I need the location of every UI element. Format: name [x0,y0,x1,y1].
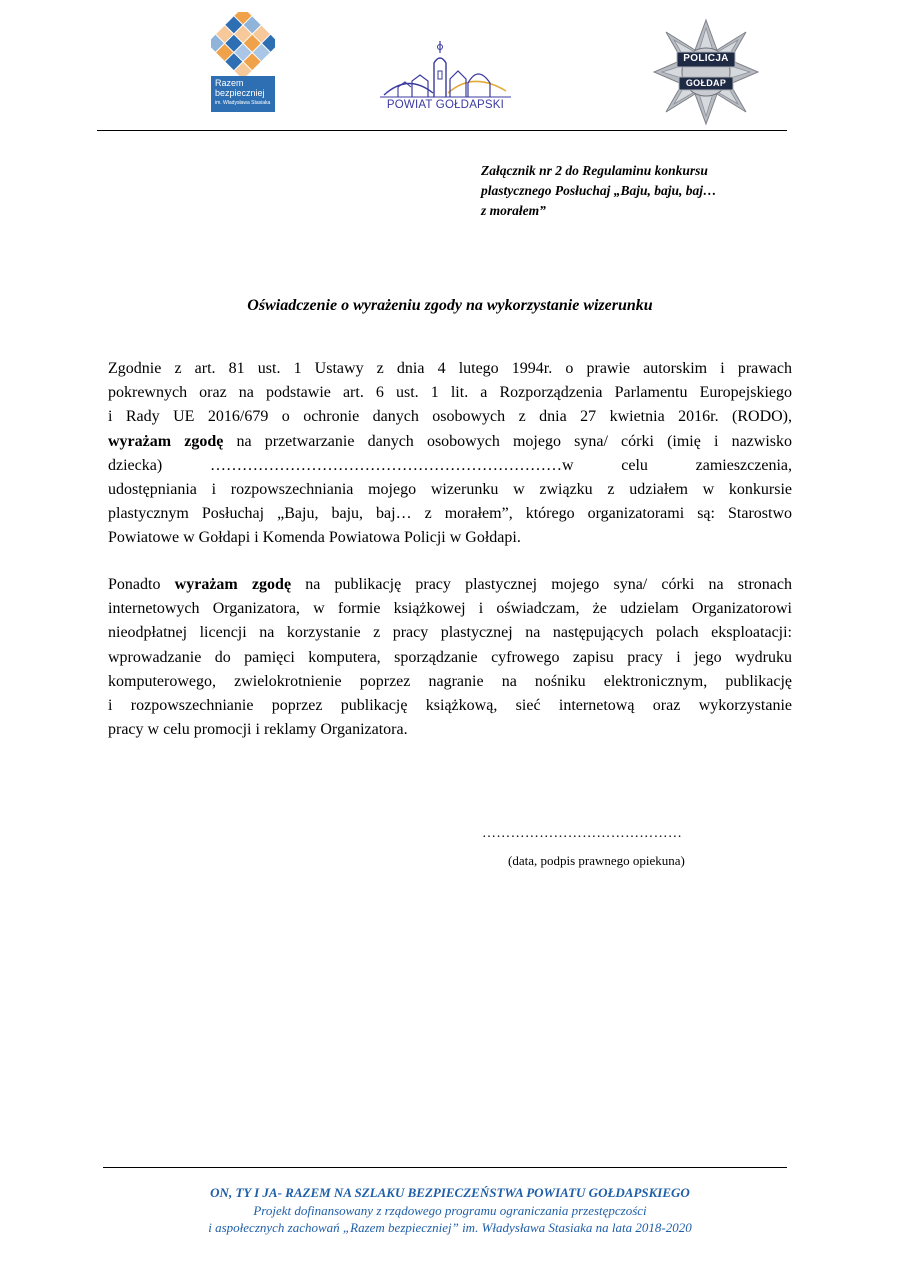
paragraph-line: wprowadzanie do pamięci komputera, sporządzanie cyfrowego zapisu pracy i jego wydruku [108,648,792,666]
child-line-rest: w celu zamieszczenia, [561,456,793,474]
paragraph-line: Powiatowe w Gołdapi i Komenda Powiatowa Policji w Gołdapi. [108,529,521,547]
powiat-logo-text: POWIAT GOŁDAPSKI [386,99,505,111]
powiat-goldapski-logo [378,35,513,117]
header-divider [97,130,787,131]
attachment-note-line1: Załącznik nr 2 do Regulaminu konkursu [481,163,708,178]
child-name-blank[interactable]: ………………………………………………………… [209,456,562,474]
paragraph-line [108,430,792,454]
razem-tiles-graphic [211,12,275,76]
consent-paragraph-2 [108,573,792,742]
police-star-graphic [650,16,762,128]
document-title: Oświadczenie o wyrażeniu zgody na wykorzystanie wizerunku [247,297,653,314]
paragraph-line: pracy w celu promocji i reklamy Organizatora. [108,721,408,739]
child-label: dziecka) [108,456,163,474]
paragraph-line: internetowych Organizatora, w formie książkowej i oświadczam, że udzielam Organizatorowi [108,600,792,618]
child-name-line [108,454,792,478]
policja-badge-bottom-text: GOŁDAP [685,78,727,88]
consent-bold-phrase: wyrażam zgodę [174,576,292,593]
paragraph-line: udostępniania i rozpowszechniania mojego wizerunku w związku z udziałem w konkursie [108,480,792,498]
footer-divider [103,1167,787,1168]
paragraph-line [108,573,792,597]
footer-project-title: ON, TY I JA- RAZEM NA SZLAKU BEZPIECZEŃSTWA POWIATU GOŁDAPSKIEGO [210,1185,690,1200]
razem-logo-line1: Razem [215,78,244,88]
policja-goldap-badge [650,16,762,128]
paragraph-line-rest: na publikację pracy plastycznej mojego syna/ córki na stronach [291,576,793,593]
razem-logo-line3: im. Władysława Stasiaka [215,100,271,106]
footer-funding-line1: Projekt dofinansowany z rządowego programu ograniczania przestępczości [253,1203,647,1218]
paragraph-line: i rozpowszechnianie poprzez publikację książkową, sieć internetową oraz wykorzystanie [108,696,792,714]
paragraph-line: plastycznym Posłuchaj „Baju, baju, baj… z morałem”, którego organizatorami są: Starostwo [108,505,792,523]
paragraph-line: i Rady UE 2016/679 o ochronie danych osobowych z dnia 27 kwietnia 2016r. (RODO), [108,408,792,426]
consent-bold-phrase: wyrażam zgodę [108,432,224,450]
paragraph-line-rest: na przetwarzanie danych osobowych mojego syna/ córki (imię i nazwisko [223,432,793,450]
paragraph-line: nieodpłatnej licencji na korzystanie z pracy plastycznej na następujących polach eksploatacji: [108,624,792,642]
policja-badge-top-text: POLICJA [683,53,729,64]
powiat-skyline-graphic [378,35,513,101]
razem-bezpieczniej-logo [211,12,275,112]
signature-line[interactable]: …………………………………… [482,826,683,841]
attachment-note-line2: plastycznego Posłuchaj „Baju, baju, baj… [481,183,717,198]
attachment-note [481,161,781,221]
paragraph-line: pokrewnych oraz na podstawie art. 6 ust. 1 lit. a Rozporządzenia Parlamentu Europejskiego [108,384,792,402]
paragraph-line: komputerowego, zwielokrotnienie poprzez nagranie na nośniku elektronicznym, publikację [108,672,792,690]
paragraph-line-start: Ponadto [108,576,175,593]
footer-funding-line2: i aspołecznych zachowań „Razem bezpieczniej” im. Władysława Stasiaka na lata 2018-2020 [208,1220,692,1235]
razem-logo-line2: bezpieczniej [215,88,265,98]
attachment-note-line3: z morałem” [481,203,546,218]
paragraph-line: Zgodnie z art. 81 ust. 1 Ustawy z dnia 4 lutego 1994r. o prawie autorskim i prawach [108,360,792,377]
razem-logo-caption [211,76,275,112]
consent-paragraph-1 [108,357,792,551]
signature-caption: (data, podpis prawnego opiekuna) [508,853,685,868]
